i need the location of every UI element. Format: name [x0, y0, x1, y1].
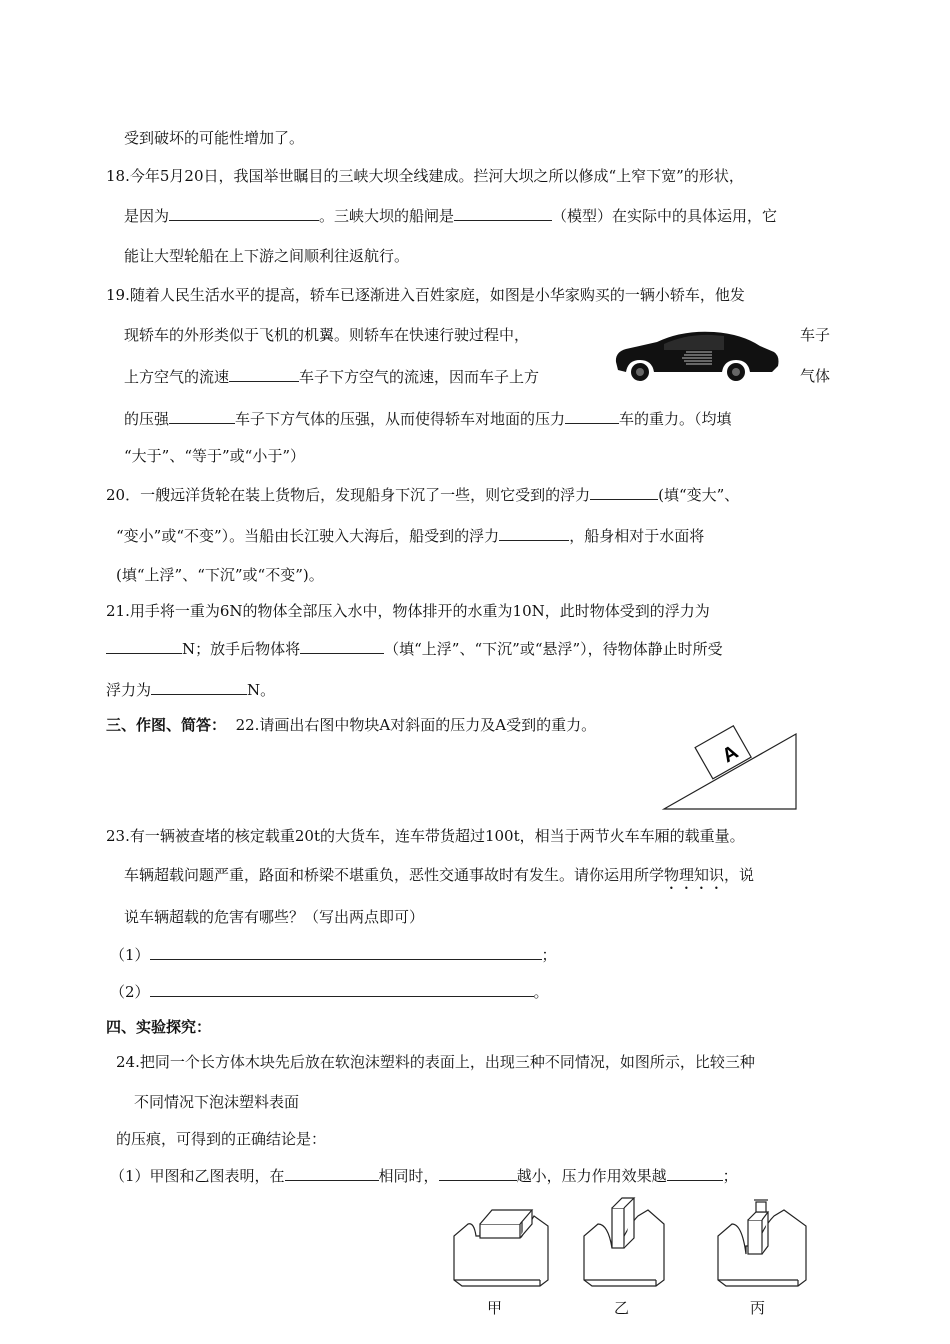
q19-line2b: 车子 — [800, 326, 831, 344]
q20-text-b: (填“变大”、 — [658, 486, 740, 504]
q19-text-b: 车子下方空气的流速，因而车子上方 — [299, 368, 540, 386]
q23-answer-1 — [110, 944, 557, 965]
q18-blank-1[interactable] — [169, 205, 319, 221]
q23-line2 — [124, 865, 754, 893]
foam-yi — [584, 1198, 664, 1286]
q18-line3: 能让大型轮船在上下游之间顺利往返航行。 — [124, 247, 410, 265]
q19-text-d: 车子下方气体的压强，从而使得轿车对地面的压力 — [235, 410, 566, 428]
block-a-label: A — [718, 741, 742, 768]
incline-figure — [660, 720, 800, 812]
fig-label-bing: 丙 — [750, 1299, 766, 1317]
fig-label-jia: 甲 — [487, 1299, 503, 1317]
q21-blank-2[interactable] — [300, 638, 384, 654]
foam-figures — [448, 1196, 814, 1288]
q20-text-a: 20．一艘远洋货轮在装上货物后，发现船身下沉了一些，则它受到的浮力 — [106, 486, 591, 504]
q19-blank-2[interactable] — [169, 408, 235, 424]
q19-line4 — [124, 408, 732, 429]
foam-bing — [718, 1200, 806, 1286]
fig-label-yi: 乙 — [614, 1299, 630, 1317]
q24-line2: 不同情况下泡沫塑料表面 — [134, 1093, 300, 1111]
q19-line5: “大于”、“等于”或“小于”） — [124, 447, 306, 465]
q21-line2 — [106, 638, 723, 659]
q23-text-c: ，说 — [724, 866, 755, 884]
q24-line1: 24.把同一个长方体木块先后放在软泡沫塑料的表面上，出现三种不同情况，如图所示，比较三种 — [116, 1053, 755, 1071]
car-figure — [612, 322, 782, 384]
foam-jia — [454, 1210, 548, 1286]
q19-line2a: 现轿车的外形类似于飞机的机翼。则轿车在快速行驶过程中， — [124, 326, 530, 344]
q19-line3c: 气体 — [800, 367, 831, 385]
q23-answer-1-end: ； — [541, 946, 557, 964]
q19-text-a: 上方空气的流速 — [124, 368, 230, 386]
q19-blank-1[interactable] — [229, 366, 299, 382]
q21-text-c: 浮力为 — [106, 681, 152, 699]
q18-blank-2[interactable] — [454, 205, 552, 221]
q24-blank-3[interactable] — [667, 1165, 723, 1181]
q19-line3 — [124, 366, 539, 387]
q20-line2 — [116, 525, 704, 546]
section3-heading: 三、作图、简答： — [106, 716, 227, 734]
q18-text-a: 是因为 — [124, 207, 170, 225]
q23-text-a: 车辆超载问题严重，路面和桥梁不堪重负，恶性交通事故时有发生。请你运用所学 — [124, 866, 665, 884]
q20-blank-2[interactable] — [499, 525, 569, 541]
q19-blank-3[interactable] — [565, 408, 619, 424]
q23-answer-2-end: 。 — [533, 983, 549, 1001]
q24-text-c: 越小，压力作用效果越 — [516, 1167, 667, 1185]
q23-emphasis-text: 物理知识 — [664, 866, 725, 884]
q19-text-c: 的压强 — [124, 410, 170, 428]
section4-heading: 四、实验探究： — [106, 1018, 212, 1036]
q22-text: 22.请画出右图中物块A对斜面的压力及A受到的重力。 — [235, 716, 597, 734]
q21-text-b: （填“上浮”、“下沉”或“悬浮”），待物体静止时所受 — [384, 640, 723, 658]
q21-blank-3[interactable] — [151, 679, 247, 695]
q24-text-b: 相同时， — [378, 1167, 439, 1185]
q17-tail-text: 受到破坏的可能性增加了。 — [124, 129, 305, 147]
q24-blank-1[interactable] — [285, 1165, 379, 1181]
q23-answer-2-label: （2） — [110, 983, 150, 1001]
q24-part1 — [110, 1165, 738, 1186]
q23-line3: 说车辆超载的危害有哪些？（写出两点即可） — [124, 908, 425, 926]
q21-text-d: N。 — [247, 681, 276, 699]
q23-answer-1-blank[interactable] — [150, 944, 542, 960]
q18-text-b: 。三峡大坝的船闸是 — [319, 207, 455, 225]
q21-line1: 21.用手将一重为6N的物体全部压入水中，物体排开的水重为10N，此时物体受到的浮力为 — [106, 602, 710, 620]
q24-text-a: （1）甲图和乙图表明，在 — [110, 1167, 285, 1185]
q23-answer-1-label: （1） — [110, 946, 150, 964]
q24-text-d: ； — [722, 1167, 738, 1185]
q20-text-d: ，船身相对于水面将 — [569, 527, 705, 545]
q20-line3: (填“上浮”、“下沉”或“不变”)。 — [116, 566, 324, 584]
q18-text-c: （模型）在实际中的具体运用，它 — [552, 207, 778, 225]
q24-blank-2[interactable] — [439, 1165, 517, 1181]
q19-text-e: 车的重力。（均填 — [619, 410, 732, 428]
q23-answer-2-blank[interactable] — [150, 981, 534, 997]
q21-line3 — [106, 679, 275, 700]
q20-text-c: “变小”或“不变”）。当船由长江驶入大海后，船受到的浮力 — [116, 527, 500, 545]
q19-line1: 19.随着人民生活水平的提高，轿车已逐渐进入百姓家庭，如图是小华家购买的一辆小轿车，他发 — [106, 286, 745, 304]
q21-text-a: N；放手后物体将 — [182, 640, 301, 658]
q18-line2 — [124, 205, 777, 226]
section3-line — [106, 715, 596, 735]
q20-line1 — [106, 484, 739, 505]
q18-line1: 18.今年5月20日，我国举世瞩目的三峡大坝全线建成。拦河大坝之所以修成“上窄下宽”的形状， — [106, 167, 744, 185]
q24-line3: 的压痕，可得到的正确结论是： — [116, 1130, 327, 1148]
q23-line1: 23.有一辆被查堵的核定载重20t的大货车，连车带货超过100t，相当于两节火车车厢的载重量。 — [106, 827, 745, 845]
q21-blank-1[interactable] — [106, 638, 182, 654]
q23-answer-2 — [110, 981, 549, 1002]
q20-blank-1[interactable] — [590, 484, 658, 500]
